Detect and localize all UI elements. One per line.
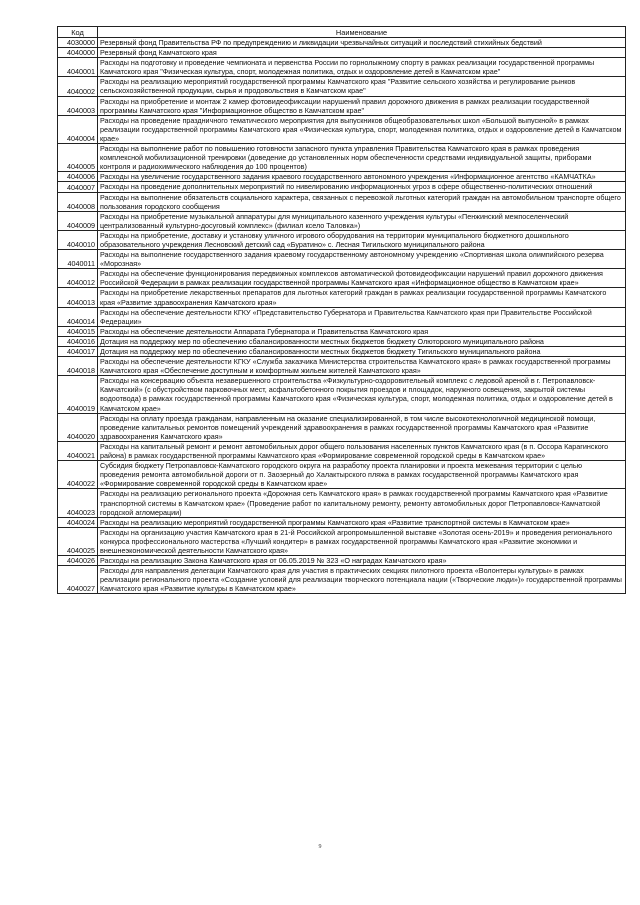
table-row [58, 441, 626, 460]
row-name: Расходы на обеспечение деятельности КГКУ «Представительство Губернатора и Правительства Камчатского края при Правительстве Российской Федерации» [98, 307, 626, 326]
table-row [58, 172, 626, 182]
row-code: 4040027 [58, 566, 98, 594]
row-name: Расходы на реализацию Закона Камчатского края от 06.05.2019 № 323 «О наградах Камчатского края» [98, 556, 626, 566]
row-name: Расходы на выполнение государственного задания краевому государственному автономному учреждению «Спортивная школа олимпийского резерва «Морозная» [98, 250, 626, 269]
table-row [58, 38, 626, 48]
row-code: 4040025 [58, 527, 98, 555]
table-header [58, 27, 626, 38]
row-name: Расходы на консервацию объекта незавершенного строительства «Физкультурно-оздоровительный комплекс с ледовой ареной в г. Петропавловск-Камчатский» (с обустройством парковочных мест, асфальтобетонного покрытия проездов и площадок, наружного освещения, закрытой системы водоотвода) в рамках государственной программы Камчатского края «Физическая культура, спорт, молодежная политика, отдых и оздоровление детей в Камчатском крае» [98, 376, 626, 413]
row-code: 4040013 [58, 288, 98, 307]
row-name: Расходы на оплату проезда гражданам, направленным на оказание специализированной, в том числе высокотехнологичной медицинской помощи, проведение капитальных ремонтов помещений учреждений здравоохранения в рамках государственной программы Камчатского края «Развитие здравоохранения Камчатского края» [98, 413, 626, 441]
table-row [58, 269, 626, 288]
header-name: Наименование [98, 27, 626, 38]
row-name: Расходы на организацию участия Камчатского края в 21-й Российской агропромышленной выставке «Золотая осень-2019» и проведения регионального конкурса профессионального мастерства «Лучший кондитер» в рамках государственной программы Камчатского края «Развитие экономики и внешнеэкономической деятельности Камчатского края» [98, 527, 626, 555]
row-name: Расходы на обеспечение функционирования передвижных комплексов автоматической фотовидеофиксации нарушений правил дорожного движения Российской Федерации в рамках реализации государственной программы Камчатского края «Информационное общество в Камчатском крае» [98, 269, 626, 288]
table-row [58, 144, 626, 172]
row-code: 4040019 [58, 376, 98, 413]
table-row [58, 96, 626, 115]
row-code: 4040006 [58, 172, 98, 182]
row-name: Расходы на реализацию мероприятий государственной программы Камчатского края "Развитие сельского хозяйства и регулирование рынков сельскохозяйственной продукции, сырья и продовольствия в Камчатском крае" [98, 77, 626, 96]
table-row [58, 230, 626, 249]
row-name: Расходы для направления делегации Камчатского края для участия в практических секциях пилотного проекта «Волонтеры культуры» в рамках реализации регионального проекта «Создание условий для реализации творческого потенциала нации («Творческие люди»)» государственной программы Камчатского края «Развитие культуры в Камчатском крае» [98, 566, 626, 594]
row-code: 4040020 [58, 413, 98, 441]
row-name: Расходы на реализацию мероприятий государственной программы Камчатского края «Развитие транспортной системы в Камчатском крае» [98, 517, 626, 527]
row-name: Расходы на проведение праздничного тематического мероприятия для выпускников общеобразовательных школ «Большой выпускной» в рамках реализации государственной программы Камчатского края «Физическая культура, спорт, молодежная политика, отдых и оздоровление детей в Камчатском крае» [98, 115, 626, 143]
row-code: 4040012 [58, 269, 98, 288]
row-name: Расходы на проведение дополнительных мероприятий по нивелированию информационных угроз в сфере общественно-политических отношений [98, 182, 626, 192]
row-name: Расходы на приобретение и монтаж 2 камер фотовидеофиксации нарушений правил дорожного движения в рамках реализации государственной программы Камчатского края "Информационное общество в Камчатском крае" [98, 96, 626, 115]
page-number: 9 [318, 844, 322, 850]
row-name: Расходы на увеличение государственного задания краевого государственного автономного учреждения «Информационное агентство «КАМЧАТКА» [98, 172, 626, 182]
row-name: Расходы на реализацию регионального проекта «Дорожная сеть Камчатского края» в рамках государственной программы Камчатского края «Развитие транспортной системы в Камчатском крае» (Проведение работ по капитальному ремонту, ремонту автомобильных дорог Петропавловск-Камчатской городской агломерации) [98, 489, 626, 517]
table-row [58, 517, 626, 527]
table-row [58, 326, 626, 336]
table-row [58, 461, 626, 489]
budget-codes-table [57, 26, 626, 594]
row-name: Расходы на выполнение обязательств социального характера, связанных с перевозкой льготных категорий граждан на автомобильном транспорте общего пользования городского сообщения [98, 192, 626, 211]
table-row [58, 48, 626, 58]
table-row [58, 489, 626, 517]
row-code: 4040016 [58, 336, 98, 346]
row-code: 4040008 [58, 192, 98, 211]
row-code: 4040018 [58, 357, 98, 376]
row-name: Дотация на поддержку мер по обеспечению сбалансированности местных бюджетов бюджету Олюторского муниципального района [98, 336, 626, 346]
row-name: Дотация на поддержку мер по обеспечению сбалансированности местных бюджетов бюджету Тигильского муниципального района [98, 347, 626, 357]
table-row [58, 357, 626, 376]
row-code: 4040004 [58, 115, 98, 143]
row-code: 4040015 [58, 326, 98, 336]
row-name: Расходы на капитальный ремонт и ремонт автомобильных дорог общего пользования населенных пунктов Камчатского края (в п. Оссора Карагинского района) в рамках государственной программы Камчатского края «Формирование современной городской среды в Камчатском крае» [98, 441, 626, 460]
row-code: 4040005 [58, 144, 98, 172]
table-row [58, 250, 626, 269]
row-code: 4040014 [58, 307, 98, 326]
row-name: Расходы на приобретение лекарственных препаратов для льготных категорий граждан в рамках реализации государственной программы Камчатского края «Развитие здравоохранения Камчатского края» [98, 288, 626, 307]
table-header-row [58, 27, 626, 38]
table-row [58, 347, 626, 357]
row-code: 4040009 [58, 211, 98, 230]
row-name: Субсидия бюджету Петропавловск-Камчатского городского округа на разработку проекта планировки и проекта межевания территории с целью проведения ремонта автомобильной дороги от п. Заозерный до Халактырского пляжа в рамках государственной программы Камчатского края «Формирование современной городской среды в Камчатском крае» [98, 461, 626, 489]
table-row [58, 413, 626, 441]
table-row [58, 211, 626, 230]
row-code: 4040001 [58, 58, 98, 77]
row-name: Резервный фонд Правительства РФ по предупреждению и ликвидации чрезвычайных ситуаций и последствий стихийных бедствий [98, 38, 626, 48]
row-name: Расходы на обеспечение деятельности КГКУ «Служба заказчика Министерства строительства Камчатского края» в рамках государственной программы Камчатского края «Обеспечение доступным и комфортным жильем жителей Камчатского края» [98, 357, 626, 376]
table-row [58, 77, 626, 96]
table-body [58, 38, 626, 594]
row-code: 4040011 [58, 250, 98, 269]
row-code: 4040017 [58, 347, 98, 357]
table-row [58, 288, 626, 307]
table-row [58, 58, 626, 77]
row-code: 4040021 [58, 441, 98, 460]
table-row [58, 182, 626, 192]
table-row [58, 566, 626, 594]
table-row [58, 336, 626, 346]
table-row [58, 307, 626, 326]
row-code: 4040002 [58, 77, 98, 96]
row-name: Расходы на приобретение, доставку и установку уличного игрового оборудования на территории муниципального бюджетного дошкольного образовательного учреждения Лесновский детский сад «Буратино» с. Лесная Тигильского муниципального района [98, 230, 626, 249]
row-name: Расходы на выполнение работ по повышению готовности запасного пункта управления Правительства Камчатского края в рамках проведения комплексной мобилизационной тренировки (доведение до установленных норм обеспеченности средствами индивидуальной защиты, приборами контроля и радиохимического наблюдения до 100 процентов) [98, 144, 626, 172]
table-row [58, 376, 626, 413]
table-row [58, 115, 626, 143]
header-code: Код [58, 27, 98, 38]
row-name: Расходы на приобретение музыкальной аппаратуры для муниципального казенного учреждения культуры «Пенжинский межпоселенческий централизованный культурно-досуговый комплекс» (филиал ксело Таловка») [98, 211, 626, 230]
row-name: Резервный фонд Камчатского края [98, 48, 626, 58]
row-name: Расходы на обеспечение деятельности Аппарата Губернатора и Правительства Камчатского края [98, 326, 626, 336]
row-name: Расходы на подготовку и проведение чемпионата и первенства России по горнолыжному спорту в рамках реализации государственной программы Камчатского края "Физическая культура, спорт, молодежная политика, отдых и оздоровление детей в Камчатском крае" [98, 58, 626, 77]
row-code: 4040023 [58, 489, 98, 517]
row-code: 4040024 [58, 517, 98, 527]
row-code: 4040003 [58, 96, 98, 115]
table-row [58, 192, 626, 211]
row-code: 4030000 [58, 38, 98, 48]
table-row [58, 556, 626, 566]
row-code: 4040026 [58, 556, 98, 566]
row-code: 4040007 [58, 182, 98, 192]
table-row [58, 527, 626, 555]
row-code: 4040010 [58, 230, 98, 249]
row-code: 4040000 [58, 48, 98, 58]
row-code: 4040022 [58, 461, 98, 489]
